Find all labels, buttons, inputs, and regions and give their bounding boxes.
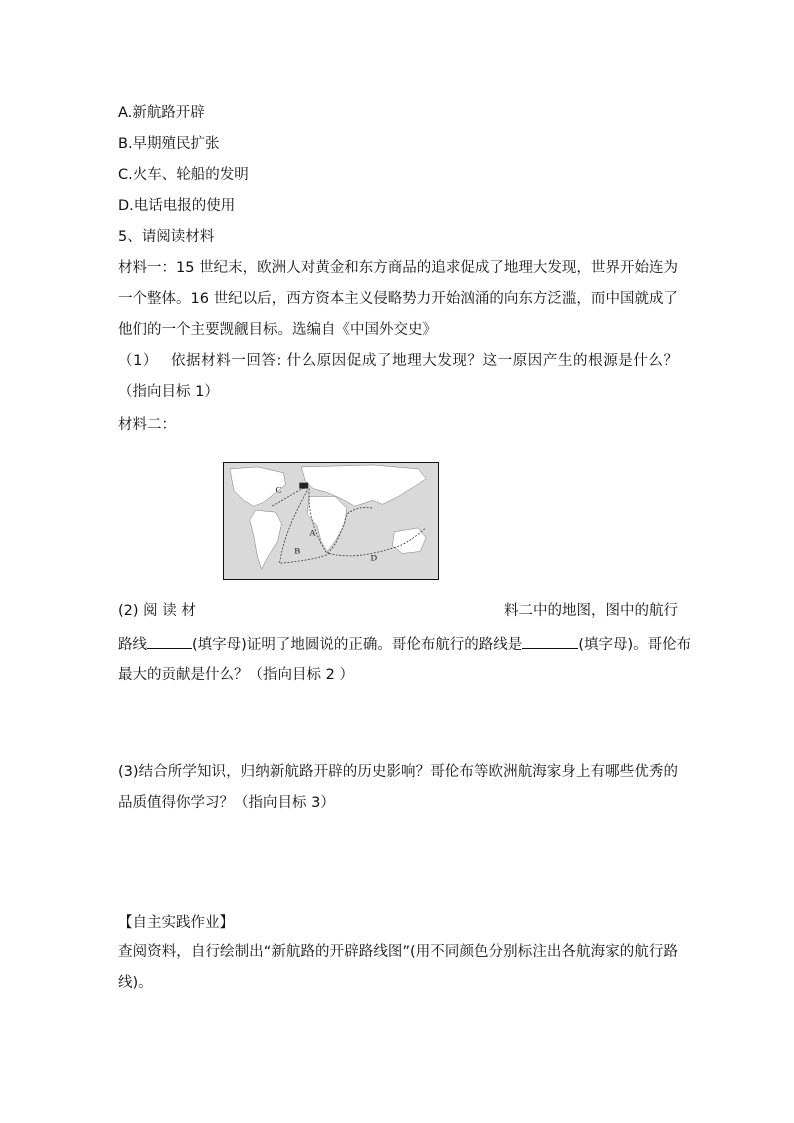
map-label-c: C: [275, 484, 282, 495]
sub-question-2-part-2: (填字母)证明了地圆说的正确。哥伦布航行的路线是: [192, 637, 523, 653]
sub-question-2-right: 料二中的地图，图中的航行: [504, 603, 678, 619]
sub-question-1: （1） 依据材料一回答: 什么原因促成了地理大发现？这一原因产生的根源是什么？（指向目标 1）: [118, 353, 678, 400]
map-label-b: B: [294, 545, 301, 556]
sub-question-2-left: (2) 阅 读 材: [118, 603, 196, 619]
voyage-route-map: [223, 462, 439, 580]
sub-question-2-line-3: 最大的贡献是什么？（指向目标 2 ）: [118, 667, 354, 683]
world-map-graphic: [224, 463, 438, 579]
land-south-america: [250, 510, 282, 569]
material-2-label: 材料二：: [118, 417, 176, 433]
option-d: D.电话电报的使用: [118, 198, 236, 214]
map-label-a: A: [309, 527, 316, 538]
option-c: C.火车、轮船的发明: [118, 167, 249, 183]
answer-blank-2[interactable]: [522, 634, 578, 649]
homework-title: 【自主实践作业】: [118, 915, 234, 931]
sub-question-2-line-2: [118, 634, 691, 655]
material-1: 材料一：15 世纪末，欧洲人对黄金和东方商品的追求促成了地理大发现，世界开始连为一个整体。16 世纪以后，西方资本主义侵略势力开始汹涌的向东方泛滥，而中国就成了他们的一个主要觊觎目标。选编自《中国外交史》: [118, 260, 678, 338]
ship-icon: [299, 483, 308, 489]
option-b: B.早期殖民扩张: [118, 136, 220, 152]
sub-question-2-part-3: (填字母)。哥伦布: [578, 637, 692, 653]
map-label-d: D: [370, 552, 378, 563]
sub-question-2-part-1: 路线: [118, 637, 147, 653]
question-5-title: 5、请阅读材料: [118, 229, 215, 245]
answer-blank-1[interactable]: [147, 634, 192, 649]
sub-question-3: (3)结合所学知识，归纳新航路开辟的历史影响？哥伦布等欧洲航海家身上有哪些优秀的品质值得你学习？（指向目标 3）: [118, 764, 678, 811]
homework-text: 查阅资料，自行绘制出“新航路的开辟路线图”(用不同颜色分别标注出各航海家的航行路线)。: [118, 944, 678, 991]
option-a: A.新航路开辟: [118, 105, 205, 121]
